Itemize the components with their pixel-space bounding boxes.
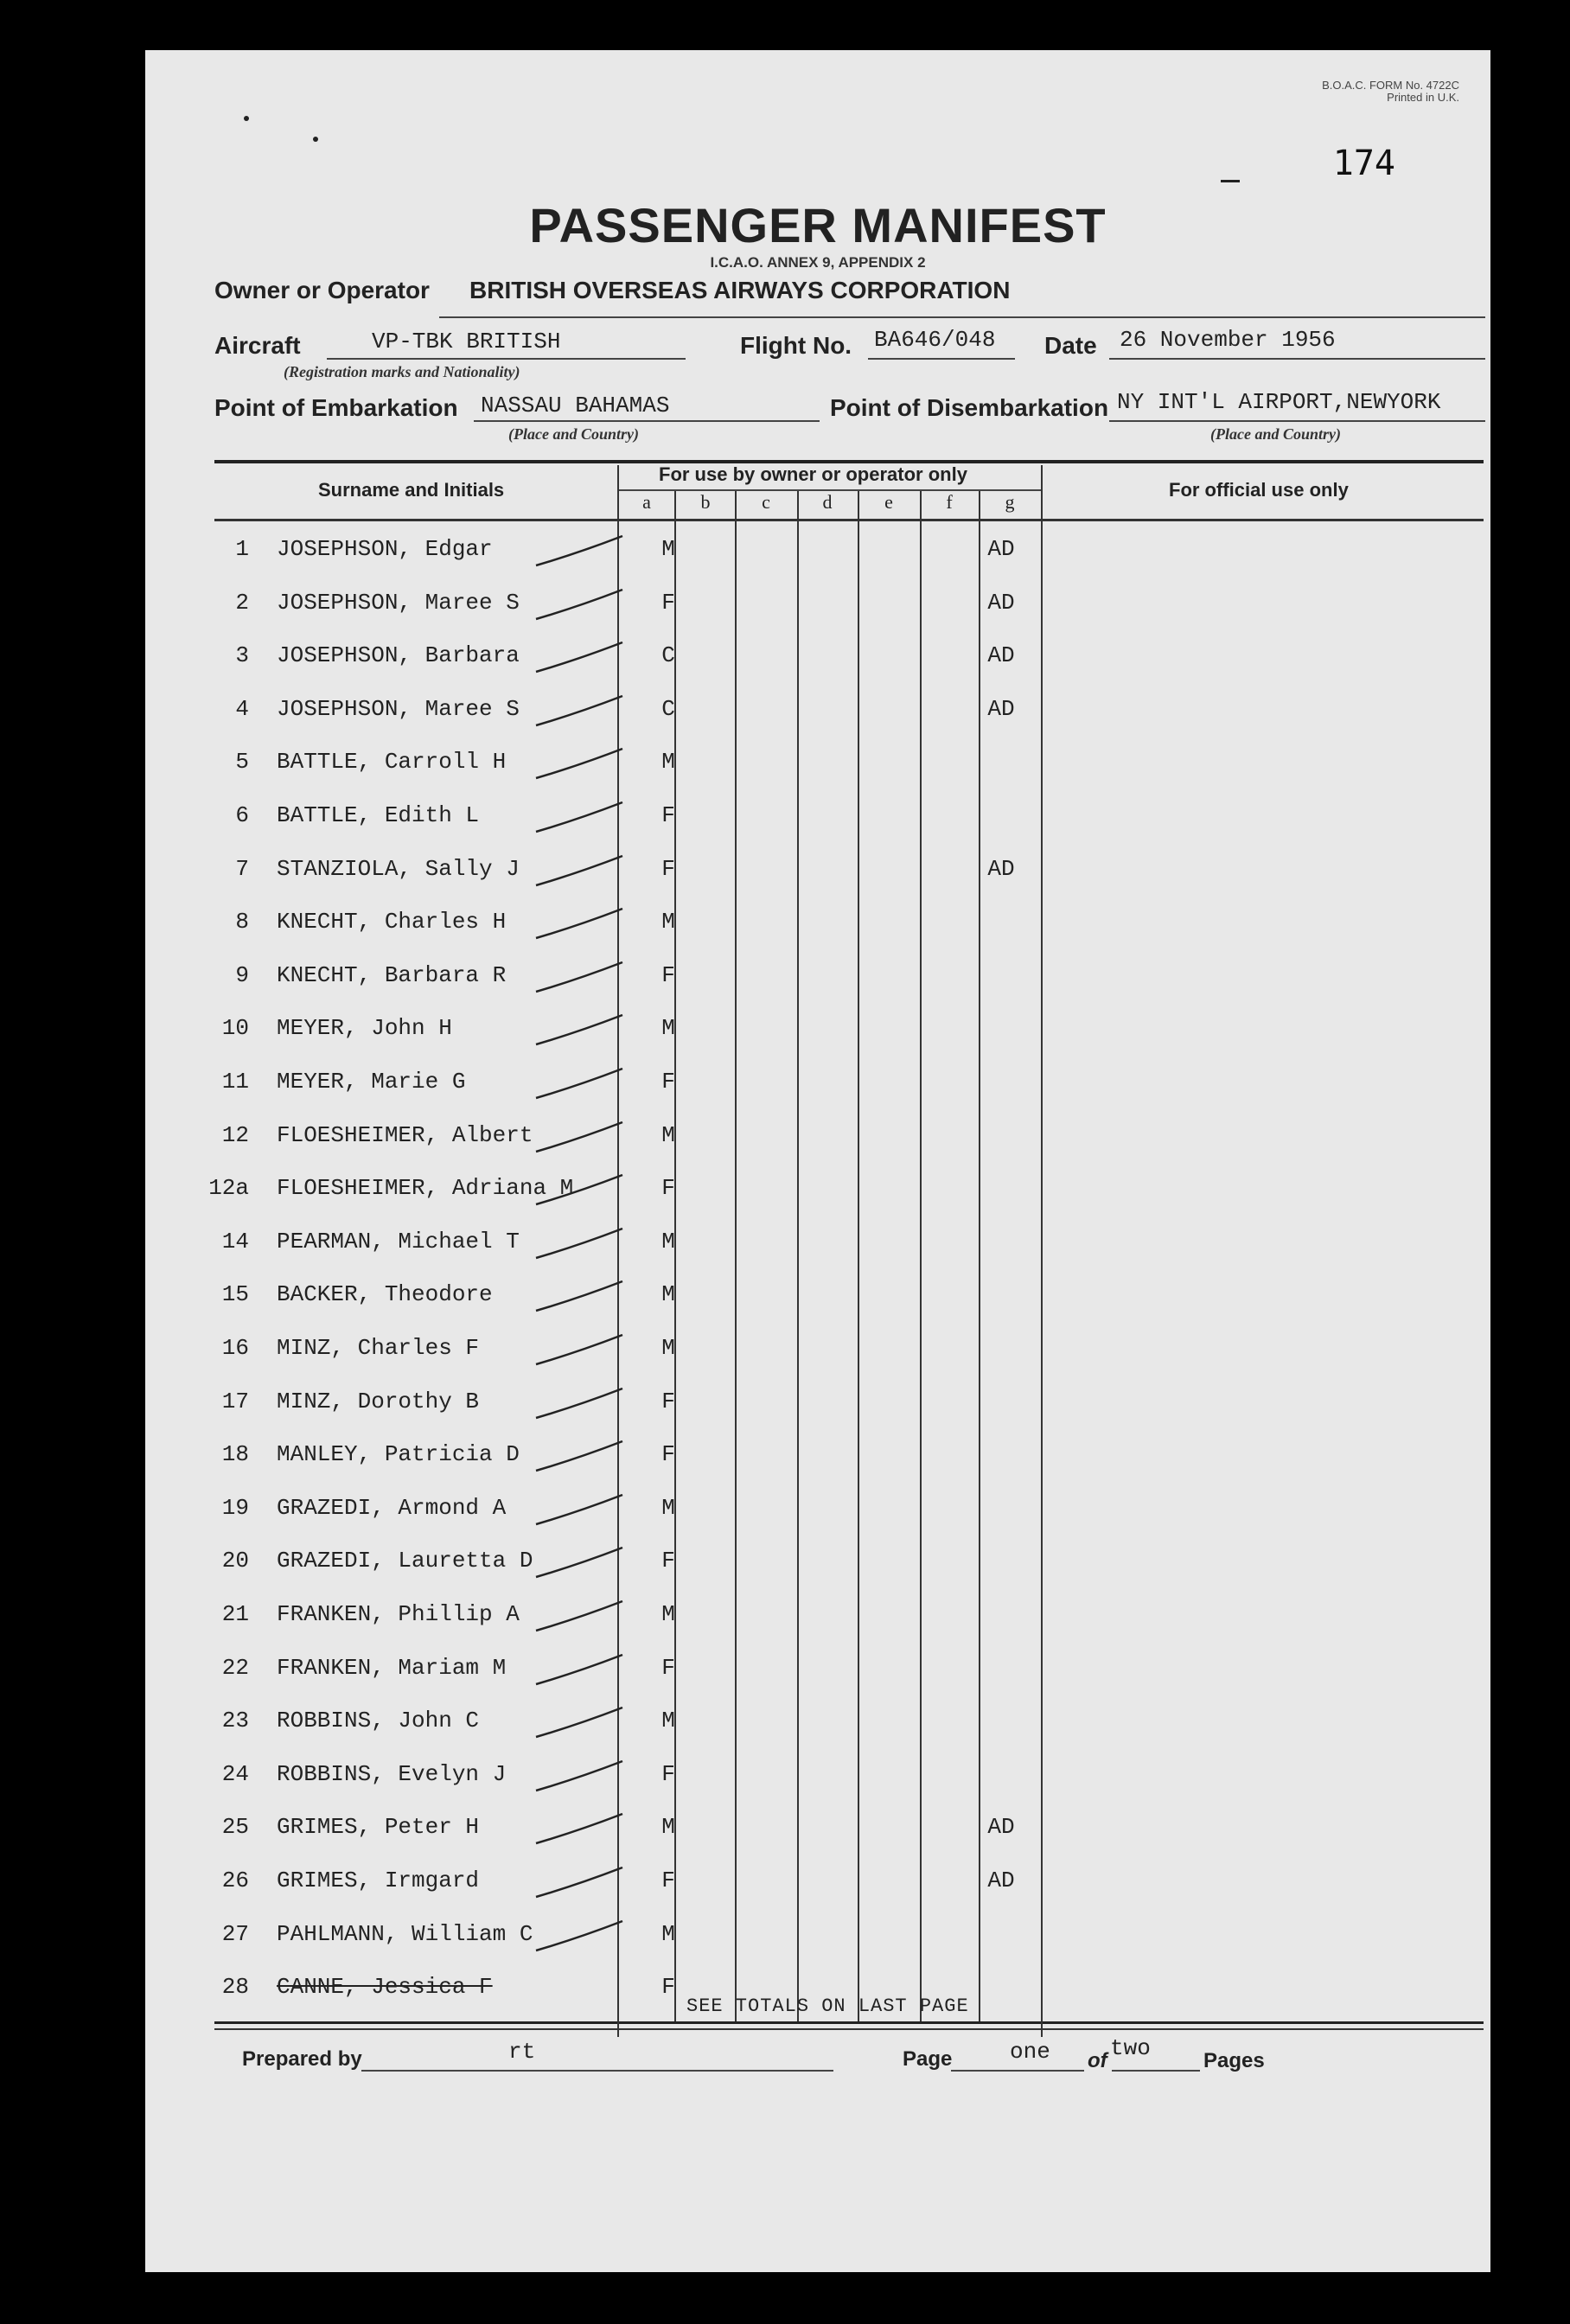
prepared-by-value: rt [508, 2039, 536, 2065]
table-row [145, 1216, 1490, 1270]
passenger-name: STANZIOLA, Sally J [277, 856, 520, 882]
form-print-line: Printed in U.K. [1387, 91, 1459, 104]
row-number: 12 [221, 1122, 249, 1148]
owner-use-header: For use by owner or operator only [659, 463, 967, 485]
disembarkation-value: NY INT'L AIRPORT,NEWYORK [1117, 389, 1441, 415]
passenger-name: GRAZEDI, Lauretta D [277, 1548, 533, 1574]
column-a-value: M [661, 1335, 675, 1361]
table-row [145, 1802, 1490, 1855]
check-mark-icon [526, 1754, 629, 1797]
column-a-value: M [661, 1601, 675, 1627]
passenger-name: ROBBINS, John C [277, 1708, 480, 1733]
passenger-name: GRIMES, Irmgard [277, 1868, 480, 1893]
column-g-value: AD [987, 856, 1015, 882]
row-number: 3 [235, 642, 249, 668]
embarkation-label: Point of Embarkation [214, 394, 458, 421]
table-row [145, 1855, 1490, 1909]
check-mark-icon [526, 529, 629, 572]
row-number: 19 [221, 1495, 249, 1521]
table-row [145, 1749, 1490, 1803]
column-a-value: M [661, 909, 675, 935]
column-a-value: M [661, 1281, 675, 1307]
row-number: 9 [235, 962, 249, 988]
column-g-value: AD [987, 696, 1015, 722]
surname-header: Surname and Initials [318, 479, 505, 501]
table-row [145, 524, 1490, 578]
check-mark-icon [526, 689, 629, 732]
passenger-name: PAHLMANN, William C [277, 1921, 533, 1947]
flight-underline [868, 358, 1015, 360]
table-row [145, 1376, 1490, 1430]
of-label: of [1088, 2049, 1107, 2072]
pages-label: Pages [1203, 2049, 1265, 2072]
check-mark-icon [526, 583, 629, 626]
passenger-name: BATTLE, Edith L [277, 802, 480, 828]
column-a-value: C [661, 696, 675, 722]
passenger-name: GRAZEDI, Armond A [277, 1495, 507, 1521]
check-mark-icon [526, 1648, 629, 1691]
row-number: 23 [221, 1708, 249, 1733]
check-mark-icon [526, 635, 629, 679]
aircraft-note: (Registration marks and Nationality) [284, 363, 520, 380]
check-mark-icon [526, 1914, 629, 1957]
check-mark-icon [526, 742, 629, 785]
check-mark-icon [526, 1488, 629, 1531]
table-row [145, 1269, 1490, 1323]
column-a-value: F [661, 1868, 675, 1893]
check-mark-icon [526, 955, 629, 999]
disembarkation-underline [1109, 420, 1485, 422]
column-a-value: M [661, 1015, 675, 1041]
passenger-name: FRANKEN, Mariam M [277, 1655, 507, 1681]
embarkation-value: NASSAU BAHAMAS [481, 393, 670, 418]
passenger-name: MEYER, Marie G [277, 1069, 466, 1095]
passenger-name: BACKER, Theodore [277, 1281, 493, 1307]
check-mark-icon [526, 902, 629, 945]
table-row [145, 1643, 1490, 1696]
passenger-name: CANNE, Jessica F [277, 1974, 493, 2000]
manifest-page [145, 50, 1490, 2272]
check-mark-icon [526, 1807, 629, 1850]
table-bottom-rule-2 [214, 2028, 1484, 2030]
column-a-value: M [661, 1814, 675, 1840]
row-number: 14 [221, 1229, 249, 1255]
passenger-name: JOSEPHSON, Maree S [277, 696, 520, 722]
flight-value: BA646/048 [874, 327, 996, 353]
passenger-name: MEYER, John H [277, 1015, 452, 1041]
table-row [145, 1003, 1490, 1057]
passenger-name: MINZ, Dorothy B [277, 1389, 480, 1414]
table-row [145, 578, 1490, 631]
of-underline [1112, 2070, 1200, 2072]
column-a-value: F [661, 802, 675, 828]
table-row [145, 1695, 1490, 1749]
column-a-value: F [661, 1069, 675, 1095]
table-row [145, 1589, 1490, 1643]
table-row [145, 1909, 1490, 1963]
table-row [145, 1323, 1490, 1376]
check-mark-icon [526, 849, 629, 892]
check-mark-icon [526, 1274, 629, 1318]
aircraft-value: VP-TBK BRITISH [372, 329, 561, 354]
table-row [145, 1163, 1490, 1216]
page-title: PASSENGER MANIFEST [529, 198, 1107, 252]
table-row [145, 790, 1490, 844]
check-mark-icon [526, 1434, 629, 1478]
check-mark-icon [526, 1382, 629, 1425]
form-number [1322, 80, 1459, 104]
aircraft-underline [327, 358, 686, 360]
row-number: 11 [221, 1069, 249, 1095]
row-number: 10 [221, 1015, 249, 1041]
check-mark-icon [526, 1222, 629, 1265]
passenger-name: FLOESHEIMER, Adriana M [277, 1175, 574, 1201]
table-row [145, 737, 1490, 790]
col-header-a: a [642, 491, 651, 513]
column-g-value: AD [987, 642, 1015, 668]
table-row [145, 897, 1490, 950]
official-use-header: For official use only [1169, 479, 1349, 501]
col-header-g: g [1005, 491, 1015, 513]
passenger-name: MANLEY, Patricia D [277, 1441, 520, 1467]
disembarkation-label: Point of Disembarkation [830, 394, 1109, 421]
check-mark-icon [526, 1594, 629, 1638]
column-a-value: F [661, 1655, 675, 1681]
column-a-value: F [661, 1761, 675, 1787]
passenger-name: JOSEPHSON, Barbara [277, 642, 520, 668]
check-mark-icon [526, 1062, 629, 1105]
row-number: 4 [235, 696, 249, 722]
column-a-value: F [661, 1389, 675, 1414]
row-number: 7 [235, 856, 249, 882]
check-mark-icon [526, 1861, 629, 1904]
owner-underline [439, 316, 1485, 318]
passenger-name: JOSEPHSON, Maree S [277, 590, 520, 616]
row-number: 27 [221, 1921, 249, 1947]
column-a-value: M [661, 1708, 675, 1733]
page-value: one [1010, 2039, 1050, 2065]
ink-dot [244, 116, 249, 121]
ink-dot [313, 137, 318, 142]
embarkation-note: (Place and Country) [508, 425, 639, 443]
row-number: 28 [221, 1974, 249, 2000]
passenger-name: GRIMES, Peter H [277, 1814, 480, 1840]
row-number: 24 [221, 1761, 249, 1787]
prepared-by-label: Prepared by [242, 2047, 362, 2071]
check-mark-icon [526, 1008, 629, 1051]
row-number: 17 [221, 1389, 249, 1414]
aircraft-label: Aircraft [214, 332, 301, 359]
column-a-value: F [661, 1974, 675, 2000]
handwritten-dash [1221, 180, 1240, 182]
column-a-value: M [661, 1229, 675, 1255]
date-label: Date [1044, 332, 1097, 359]
row-number: 15 [221, 1281, 249, 1307]
embarkation-underline [474, 420, 820, 422]
of-value: two [1110, 2035, 1151, 2061]
column-g-value: AD [987, 536, 1015, 562]
column-g-value: AD [987, 1814, 1015, 1840]
check-mark-icon [526, 1541, 629, 1584]
column-a-value: M [661, 1495, 675, 1521]
column-a-value: M [661, 1122, 675, 1148]
row-number: 22 [221, 1655, 249, 1681]
totals-note: SEE TOTALS ON LAST PAGE [686, 1995, 969, 2017]
row-number: 18 [221, 1441, 249, 1467]
col-header-c: c [762, 491, 770, 513]
owner-label: Owner or Operator [214, 277, 430, 303]
row-number: 25 [221, 1814, 249, 1840]
page-underline [951, 2070, 1084, 2072]
column-a-value: M [661, 1921, 675, 1947]
row-number: 5 [235, 749, 249, 775]
row-number: 1 [235, 536, 249, 562]
table-row [145, 1483, 1490, 1536]
passenger-name: ROBBINS, Evelyn J [277, 1761, 507, 1787]
date-value: 26 November 1956 [1120, 327, 1336, 353]
col-header-b: b [700, 491, 711, 513]
column-a-value: F [661, 1175, 675, 1201]
passenger-name: JOSEPHSON, Edgar [277, 536, 493, 562]
column-g-value: AD [987, 1868, 1015, 1893]
row-number: 8 [235, 909, 249, 935]
column-g-value: AD [987, 590, 1015, 616]
column-a-value: F [661, 590, 675, 616]
column-a-value: F [661, 1441, 675, 1467]
table-row [145, 844, 1490, 897]
table-row [145, 630, 1490, 684]
table-row [145, 684, 1490, 737]
passenger-name: MINZ, Charles F [277, 1335, 480, 1361]
page-subtitle: I.C.A.O. ANNEX 9, APPENDIX 2 [710, 254, 926, 271]
check-mark-icon [526, 795, 629, 839]
check-mark-icon [526, 1328, 629, 1371]
col-header-d: d [822, 491, 833, 513]
column-a-value: F [661, 962, 675, 988]
column-a-value: F [661, 856, 675, 882]
table-row [145, 1110, 1490, 1164]
row-number: 20 [221, 1548, 249, 1574]
passenger-name: BATTLE, Carroll H [277, 749, 507, 775]
owner-value: BRITISH OVERSEAS AIRWAYS CORPORATION [469, 277, 1011, 303]
passenger-name: FRANKEN, Phillip A [277, 1601, 520, 1627]
passenger-name: KNECHT, Barbara R [277, 962, 507, 988]
passenger-name: KNECHT, Charles H [277, 909, 507, 935]
table-header-rule [214, 519, 1484, 521]
table-row [145, 1536, 1490, 1589]
disembarkation-note: (Place and Country) [1210, 425, 1341, 443]
prepared-by-underline [361, 2070, 833, 2072]
row-number: 21 [221, 1601, 249, 1627]
column-a-value: M [661, 749, 675, 775]
column-a-value: C [661, 642, 675, 668]
check-mark-icon [526, 1701, 629, 1744]
row-number: 16 [221, 1335, 249, 1361]
passenger-name: FLOESHEIMER, Albert [277, 1122, 533, 1148]
row-number: 6 [235, 802, 249, 828]
check-mark-icon [526, 1115, 629, 1159]
table-row [145, 950, 1490, 1004]
table-row [145, 1429, 1490, 1483]
row-number: 26 [221, 1868, 249, 1893]
table-row [145, 1057, 1490, 1110]
column-a-value: M [661, 536, 675, 562]
form-number-line: B.O.A.C. FORM No. 4722C [1322, 79, 1459, 92]
col-header-e: e [884, 491, 893, 513]
passenger-name: PEARMAN, Michael T [277, 1229, 520, 1255]
row-number: 12a [208, 1175, 249, 1201]
page-stamp: 174 [1332, 144, 1395, 183]
column-a-value: F [661, 1548, 675, 1574]
col-header-f: f [946, 491, 953, 513]
table-bottom-rule [214, 2021, 1484, 2024]
date-underline [1109, 358, 1485, 360]
row-number: 2 [235, 590, 249, 616]
page-label: Page [903, 2047, 953, 2071]
flight-label: Flight No. [740, 332, 852, 359]
